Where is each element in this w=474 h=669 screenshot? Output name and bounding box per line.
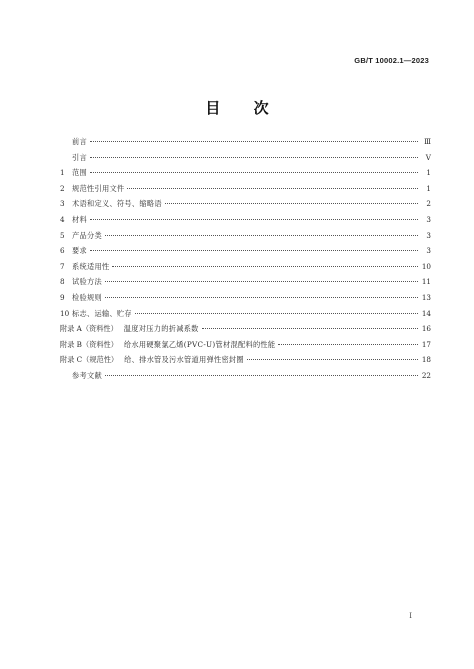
toc-entry-label: 术语和定义、符号、缩略语 [72, 199, 162, 209]
toc-entry-page: 17 [421, 339, 431, 349]
toc-entry-label: 规范性引用文件 [72, 183, 125, 193]
toc-entry-number: 10 [60, 308, 70, 318]
toc-entry-page: 1 [426, 168, 431, 178]
dot-leader [90, 157, 418, 158]
toc-entry-page: 18 [421, 355, 431, 365]
dot-leader [247, 359, 418, 360]
toc-entry-page: Ⅲ [424, 137, 431, 146]
toc-entry-page: 3 [426, 214, 431, 224]
toc-entry-number: 6 [60, 246, 65, 256]
toc-entry-label: 给、排水管及污水管道用弹性密封圈 [124, 355, 244, 365]
toc-entry-page: 10 [421, 261, 431, 271]
toc-entry[interactable] [60, 184, 431, 200]
toc-entry-page: 22 [421, 370, 431, 380]
toc-entry[interactable] [60, 215, 431, 231]
toc-entry[interactable] [60, 199, 431, 215]
toc-entry-page: 3 [426, 230, 431, 240]
toc-entry-label: 材料 [72, 214, 87, 224]
toc-entry[interactable] [60, 277, 431, 293]
toc-entry-page: 14 [421, 308, 431, 318]
toc-entry[interactable] [60, 168, 431, 184]
dot-leader [165, 203, 418, 204]
toc-appendix-entry[interactable] [60, 355, 431, 371]
toc-entry-number: 1 [60, 168, 65, 178]
toc-appendix-entry[interactable] [60, 324, 431, 340]
toc-entry-label: 给水用硬聚氯乙烯(PVC-U)管材混配料的性能 [123, 339, 276, 349]
dot-leader [90, 219, 418, 220]
table-of-contents [60, 137, 431, 387]
toc-entry[interactable] [60, 231, 431, 247]
toc-entry-page: Ⅴ [425, 152, 431, 162]
toc-title: 目 次 [205, 99, 283, 117]
document-code: GB/T 10002.1—2023 [354, 56, 429, 65]
toc-entry-label: 温度对压力的折减系数 [123, 324, 199, 334]
toc-entry-label: 要求 [72, 246, 87, 256]
dot-leader [90, 250, 418, 251]
toc-entry-label: 标志、运输、贮存 [72, 308, 132, 318]
toc-entry-label: 产品分类 [72, 230, 102, 240]
toc-entry-number: 7 [60, 261, 65, 271]
dot-leader [105, 281, 418, 282]
dot-leader [135, 313, 418, 314]
toc-entry-label: 试验方法 [72, 277, 102, 287]
toc-entry-number: 8 [60, 277, 65, 287]
toc-entry-label: 前言 [72, 137, 87, 146]
toc-entry[interactable] [60, 293, 431, 309]
toc-entry-page: 11 [421, 277, 431, 287]
toc-entry-label: 检验规则 [72, 292, 102, 302]
toc-entry-label: 引言 [72, 152, 87, 162]
dot-leader [105, 375, 418, 376]
toc-entry-number: 3 [60, 199, 65, 209]
toc-entry[interactable] [60, 309, 431, 325]
toc-entry-label: 系统适用性 [72, 261, 110, 271]
toc-appendix-label: 附录 C（规范性） [60, 355, 119, 365]
page-number: Ⅰ [409, 612, 412, 620]
toc-entry[interactable] [60, 262, 431, 278]
toc-entry-page: 3 [426, 246, 431, 256]
toc-entry[interactable] [60, 137, 431, 153]
toc-entry-page: 16 [421, 324, 431, 334]
toc-entry-number: 5 [60, 230, 65, 240]
dot-leader [90, 141, 418, 142]
toc-entry-number: 4 [60, 214, 65, 224]
dot-leader [105, 235, 418, 236]
toc-entry-number: 2 [60, 183, 65, 193]
toc-entry[interactable] [60, 246, 431, 262]
toc-appendix-label: 附录 A（资料性） [60, 324, 118, 334]
toc-entry-page: 2 [426, 199, 431, 209]
toc-entry-page: 1 [426, 183, 431, 193]
dot-leader [105, 297, 418, 298]
toc-entry-label: 范围 [72, 168, 87, 178]
toc-appendix-label: 附录 B（资料性） [60, 339, 118, 349]
toc-entry[interactable] [60, 371, 431, 387]
toc-appendix-entry[interactable] [60, 340, 431, 356]
toc-entry-page: 13 [421, 292, 431, 302]
dot-leader [278, 344, 418, 345]
dot-leader [90, 172, 418, 173]
toc-entry[interactable] [60, 153, 431, 169]
dot-leader [127, 188, 418, 189]
dot-leader [202, 328, 418, 329]
dot-leader [112, 266, 418, 267]
toc-entry-number: 9 [60, 292, 65, 302]
toc-entry-label: 参考文献 [72, 370, 102, 380]
